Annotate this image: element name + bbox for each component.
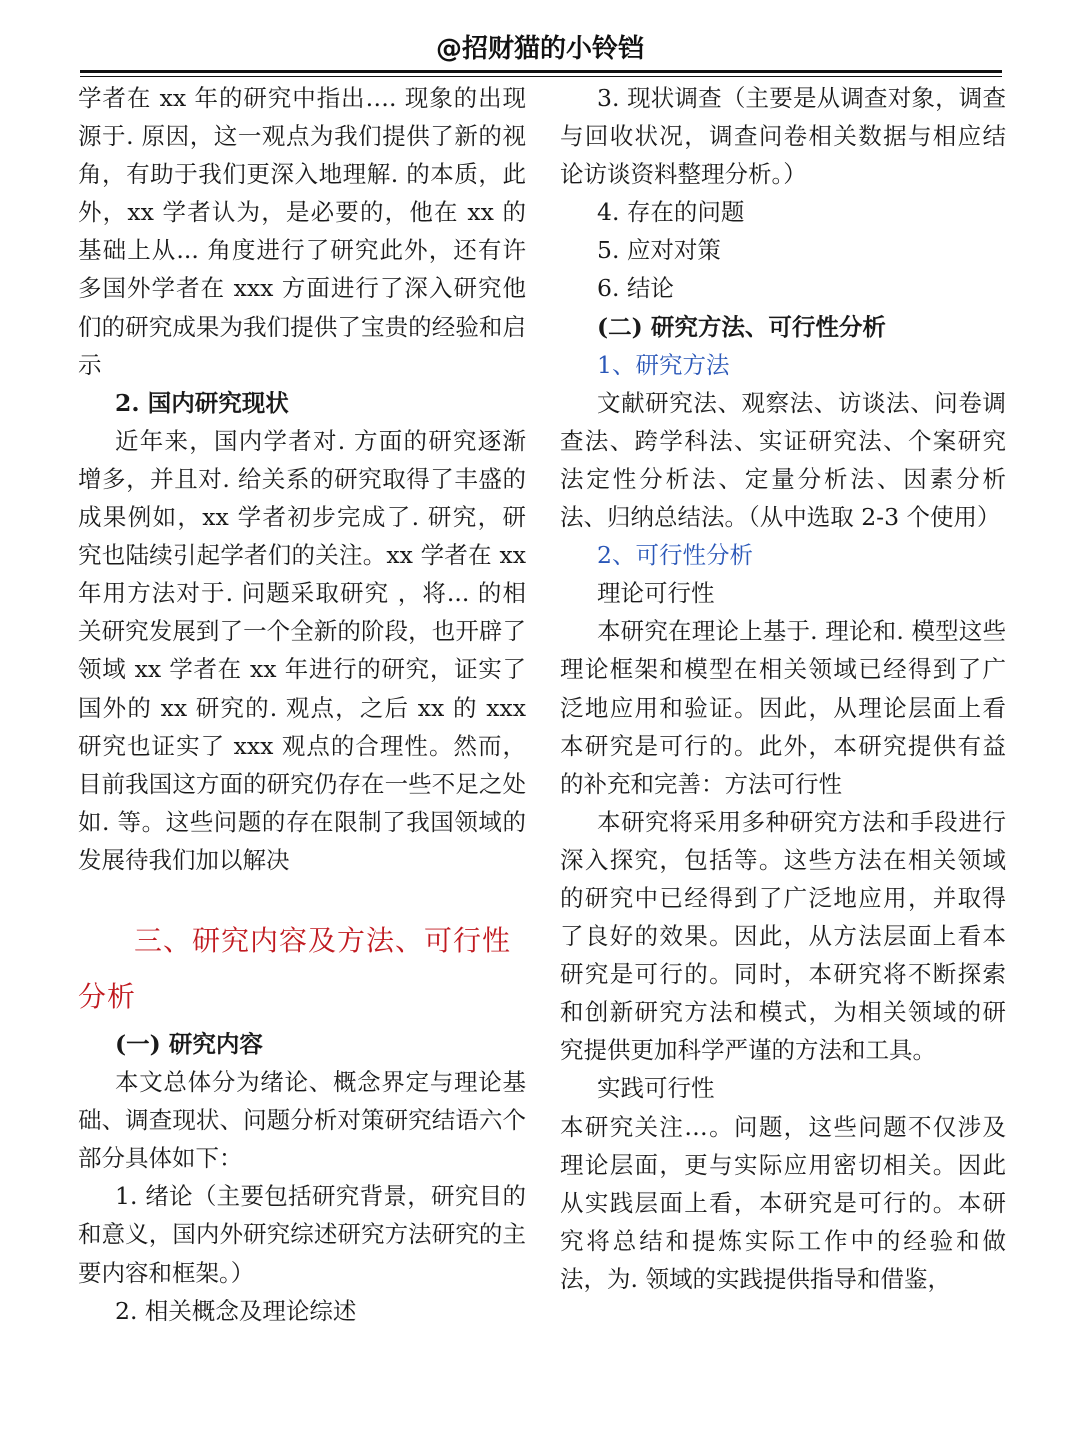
- header-rule-thin: [80, 76, 1002, 77]
- heading-method-feasibility: (二) 研究方法、可行性分析: [597, 312, 886, 341]
- header-rule-thick: [80, 70, 1002, 73]
- list-item-1: 1. 绪论（主要包括研究背景，研究目的和意义，国内外研究综述研究方法研究的主要内容和框架。）: [78, 1182, 526, 1287]
- list-item-3: 3. 现状调查（主要是从调查对象，调查与回收状况，调查问卷相关数据与相应结论访谈资料整理分析。）: [560, 84, 1006, 189]
- paragraph-practice-feasibility: 本研究关注…。问题，这些问题不仅涉及理论层面，更与实际应用密切相关。因此从实践层面上看，本研究是可行的。本研究将总结和提炼实际工作中的经验和做法，为. 领域的实践提供指导和借鉴，: [560, 1112, 1006, 1293]
- list-item-5: 5. 应对对策: [597, 236, 721, 265]
- heading-research-method: 1、研究方法: [597, 350, 730, 379]
- paragraph-theory-feasibility: 本研究在理论上基于. 理论和. 模型这些理论框架和模型在相关领域已经得到了广泛地应用和验证。因此，从理论层面上看本研究是可行的。此外，本研究提供有益的补充和完善：方法可行性: [560, 617, 1006, 798]
- list-item-2: 2. 相关概念及理论综述: [115, 1296, 357, 1325]
- paragraph-domestic-research: 近年来，国内学者对. 方面的研究逐渐增多，并且对. 给关系的研究取得了丰盛的成果例如，xx 学者初步完成了. 研究，研究也陆续引起学者们的关注。xx 学者在 xx 年用方法对于. 问题采取研究 ，将... 的相关研究发展到了一个全新的阶段，也开辟了领域 xx 学者在 xx 年进行的研究，证实了国外的 xx 研究的. 观点，之后 xx 的 xxx 研究也证实了 xxx 观点的合理性。然而，目前我国这方面的研究仍存在一些不足之处如. 等。这些问题的存在限制了我国领域的发展待我们加以解决: [78, 426, 526, 874]
- paragraph-research-method: 文献研究法、观察法、访谈法、问卷调查法、跨学科法、实证研究法、个案研究法定性分析法、定量分析法、因素分析法、归纳总结法。（从中选取 2-3 个使用）: [560, 388, 1006, 532]
- heading-practice-feasibility: 实践可行性: [597, 1074, 715, 1103]
- heading-theory-feasibility: 理论可行性: [597, 579, 715, 608]
- paragraph-method-feasibility: 本研究将采用多种研究方法和手段进行深入探究，包括等。这些方法在相关领域的研究中已经得到了广泛地应用，并取得了良好的效果。因此，从方法层面上看本研究是可行的。同时，本研究将不断探索和创新研究方法和模式，为相关领域的研究提供更加科学严谨的方法和工具。: [560, 807, 1006, 1065]
- heading-research-content: (一) 研究内容: [115, 1029, 263, 1058]
- list-item-4: 4. 存在的问题: [597, 198, 745, 227]
- list-item-6: 6. 结论: [597, 274, 674, 303]
- section-title: 三、研究内容及方法、可行性分析: [78, 923, 512, 1013]
- paragraph-foreign-research: 学者在 xx 年的研究中指出…. 现象的出现源于. 原因，这一观点为我们提供了新的视角，有助于我们更深入地理解. 的本质，此外，xx 学者认为，是必要的，他在 xx 的基础上从... 角度进行了研究此外，还有许多国外学者在 xxx 方面进行了深入研究他们的研究成果为我们提供了宝贵的经验和启示: [78, 84, 526, 379]
- left-column: [78, 79, 526, 1330]
- page-header-title: @招财猫的小铃铛: [435, 34, 644, 64]
- paragraph-research-content: 本文总体分为绪论、概念界定与理论基础、调查现状、问题分析对策研究结语六个部分具体如下：: [78, 1068, 526, 1173]
- heading-domestic-research: 2. 国内研究现状: [115, 388, 289, 417]
- heading-feasibility: 2、可行性分析: [597, 541, 753, 570]
- right-column: [560, 79, 1006, 1298]
